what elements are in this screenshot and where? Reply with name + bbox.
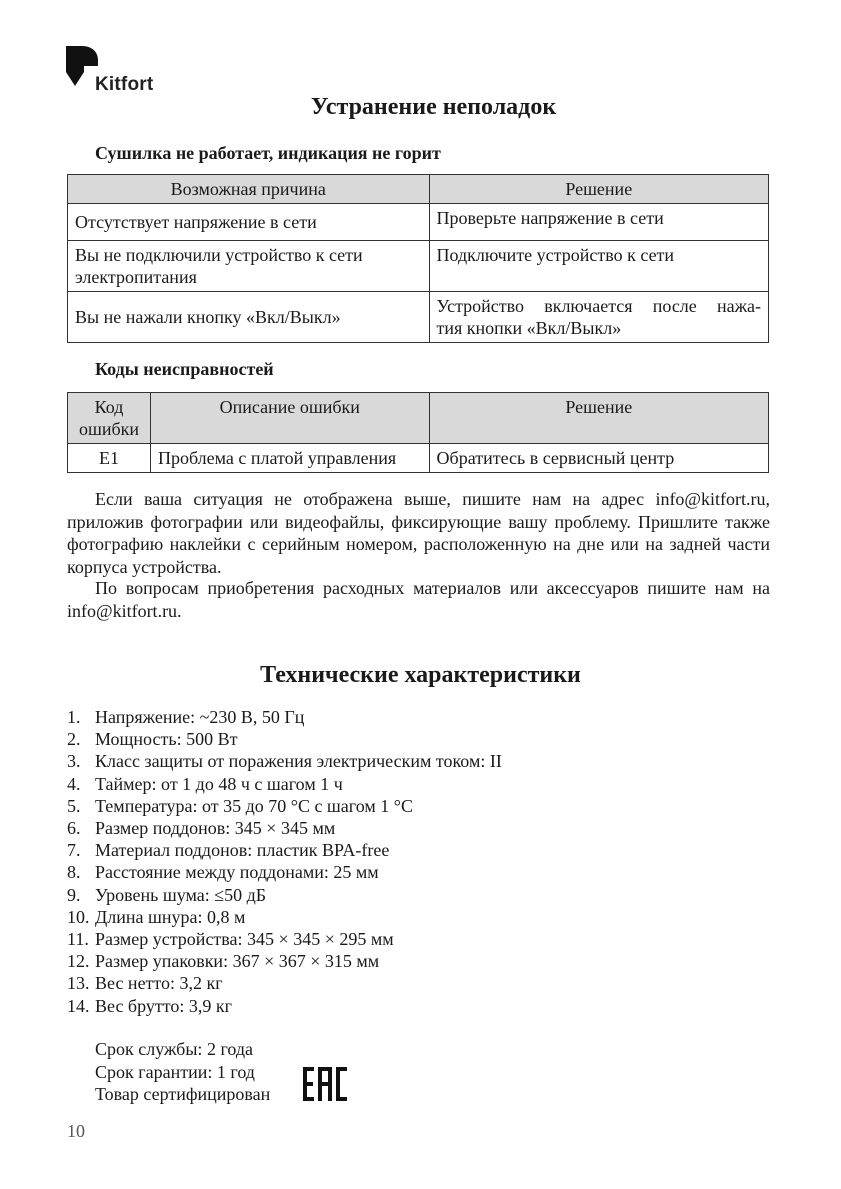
list-item	[67, 750, 502, 772]
column-header-solution: Решение	[429, 393, 768, 444]
list-number: 8.	[67, 862, 81, 883]
column-header-cause: Возможная причина	[68, 175, 430, 204]
list-number: 10.	[67, 906, 90, 927]
list-item	[67, 817, 502, 839]
list-text: Напряжение: ~230 В, 50 Гц	[95, 707, 305, 727]
list-text: Вес нетто: 3,2 кг	[95, 973, 223, 994]
table-row	[68, 444, 769, 473]
list-item	[67, 728, 502, 750]
list-number: 3.	[67, 751, 81, 772]
service-life: Срок службы: 2 года	[95, 1039, 254, 1059]
list-number: 9.	[67, 884, 81, 905]
list-text: Размер поддонов: 345 × 345 мм	[95, 818, 336, 839]
error-code-cell: E1	[68, 444, 151, 473]
specs-list	[67, 706, 502, 1017]
solution-line: Устройство включается после нажа-	[436, 296, 761, 316]
list-text: Расстояние между поддонами: 25 мм	[95, 862, 379, 883]
list-text: Мощность: 500 Вт	[95, 729, 238, 750]
list-number: 7.	[67, 840, 81, 861]
contact-paragraph: Если ваша ситуация не отображена выше, пишите нам на адрес info@kitfort.ru, приложив фотографии или видеофайлы, фиксирующие вашу проблему. Пришлите также фотографию наклейки с серийным номером, расположенную на дне или на задней части корпуса устройства.	[67, 489, 770, 577]
list-item	[67, 928, 502, 950]
list-text: Таймер: от 1 до 48 ч с шагом 1 ч	[95, 773, 343, 794]
table-header-row	[68, 175, 769, 204]
cause-cell: Отсутствует напряжение в сети	[68, 204, 430, 241]
list-item	[67, 972, 502, 994]
error-solution-cell: Обратитесь в сервисный центр	[429, 444, 768, 473]
table-row	[68, 204, 769, 241]
kitfort-logo-icon	[66, 46, 98, 92]
column-header-description: Описание ошибки	[150, 393, 429, 444]
list-text: Вес брутто: 3,9 кг	[95, 995, 232, 1016]
specs-title: Технические характеристики	[260, 662, 581, 688]
troubleshooting-title: Устранение неполадок	[310, 94, 557, 120]
list-text: Размер устройства: 345 × 345 × 295 мм	[95, 929, 394, 950]
list-item	[67, 861, 502, 883]
column-header-solution: Решение	[429, 175, 769, 204]
cause-cell: Вы не подключили устройство к сети электропитания	[68, 241, 430, 292]
error-description-cell: Проблема с платой управления	[150, 444, 429, 473]
list-number: 2.	[67, 729, 81, 750]
list-number: 4.	[67, 773, 81, 794]
list-text: Размер упаковки: 367 × 367 × 315 мм	[95, 951, 380, 972]
list-number: 13.	[67, 973, 90, 994]
solution-cell	[429, 292, 769, 343]
list-item	[67, 884, 502, 906]
list-item	[67, 795, 502, 817]
accessories-paragraph: По вопросам приобретения расходных материалов или аксессуаров пишите нам на info@kitfort.ru.	[67, 578, 770, 621]
table-row	[68, 241, 769, 292]
troubleshooting-table	[67, 174, 769, 343]
list-item	[67, 839, 502, 861]
table-row	[68, 292, 769, 343]
list-item	[67, 995, 502, 1017]
list-text: Температура: от 35 до 70 °С с шагом 1 °С	[95, 795, 413, 816]
list-item	[67, 950, 502, 972]
cause-cell: Вы не нажали кнопку «Вкл/Выкл»	[68, 292, 430, 343]
list-number: 12.	[67, 951, 90, 972]
section-heading-error-codes: Коды неисправностей	[95, 359, 274, 379]
list-number: 11.	[67, 929, 89, 950]
list-text: Материал поддонов: пластик BPA-free	[95, 840, 390, 861]
list-item	[67, 706, 502, 728]
list-number: 1.	[67, 707, 81, 727]
solution-line: тия кнопки «Вкл/Выкл»	[436, 318, 622, 338]
list-number: 5.	[67, 795, 81, 816]
list-text: Длина шнура: 0,8 м	[95, 906, 246, 927]
list-number: 6.	[67, 818, 81, 839]
service-info	[95, 1038, 270, 1106]
warranty-period: Срок гарантии: 1 год	[95, 1061, 255, 1082]
solution-cell: Проверьте напряжение в сети	[429, 204, 769, 241]
solution-cell: Подключите устройство к сети	[429, 241, 769, 292]
column-header-code: Код ошибки	[68, 393, 151, 444]
certified-text: Товар сертифицирован	[95, 1084, 271, 1104]
eac-certification-icon	[303, 1067, 347, 1101]
list-item	[67, 773, 502, 795]
list-number: 14.	[67, 995, 90, 1016]
list-text: Класс защиты от поражения электрическим током: II	[95, 751, 502, 772]
list-text: Уровень шума: ≤50 дБ	[95, 884, 267, 905]
page-number: 10	[67, 1121, 85, 1141]
list-item	[67, 906, 502, 928]
brand-name: Kitfort	[95, 74, 154, 95]
table-header-row	[68, 393, 769, 444]
section-heading-not-working: Сушилка не работает, индикация не горит	[95, 143, 441, 163]
error-codes-table	[67, 392, 769, 473]
